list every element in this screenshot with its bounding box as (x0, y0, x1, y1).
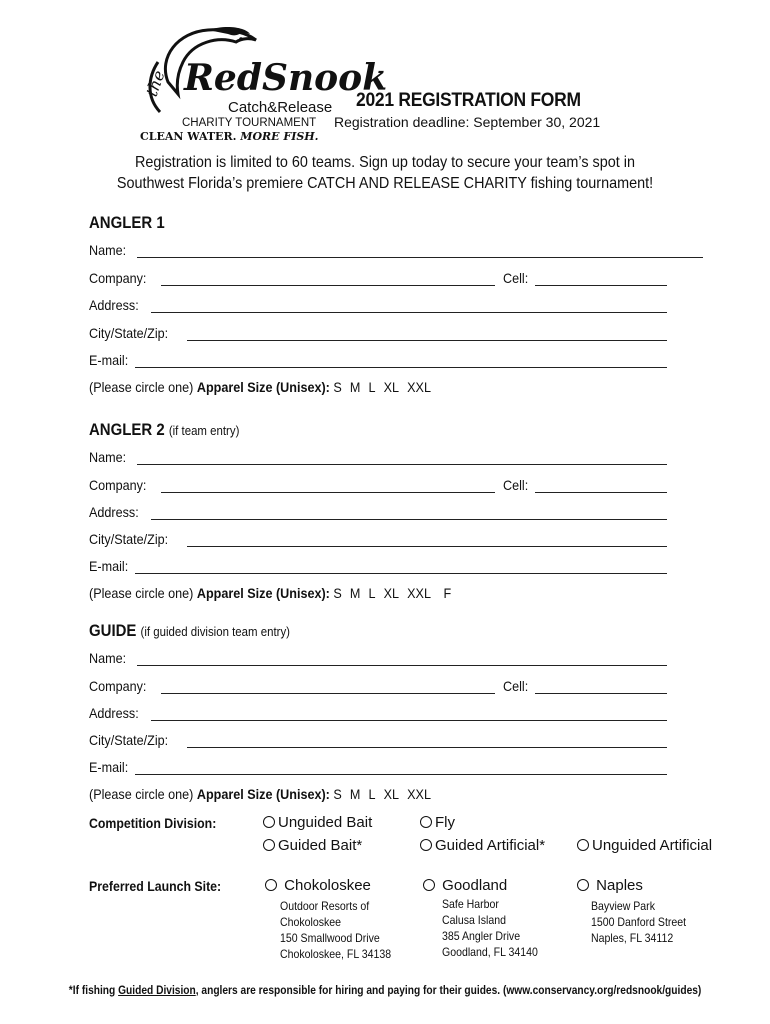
division-option-unguided-bait[interactable] (263, 814, 372, 831)
apparel-prefix: (Please circle one) (89, 786, 194, 802)
city-field[interactable] (187, 546, 667, 547)
company-field[interactable] (161, 693, 495, 694)
size-option[interactable]: XL (383, 585, 400, 601)
division-option-unguided-artificial[interactable] (577, 837, 712, 854)
email-field[interactable] (135, 774, 667, 775)
svg-text:CHARITY TOURNAMENT: CHARITY TOURNAMENT (182, 117, 317, 129)
option-label: Naples (596, 877, 643, 894)
angler1-city-row[interactable] (89, 325, 709, 345)
guide-email-row[interactable] (89, 759, 709, 779)
city-label: City/State/Zip: (89, 732, 169, 748)
section-title: ANGLER 1 (89, 213, 165, 232)
size-option[interactable]: M (349, 786, 361, 802)
section-angler-2 (89, 420, 239, 440)
apparel-prefix: (Please circle one) (89, 379, 194, 395)
radio-circle-icon[interactable] (577, 879, 589, 891)
size-option[interactable]: L (368, 786, 376, 802)
apparel-label: Apparel Size (Unisex): (196, 379, 330, 395)
preferred-launch-site-label: Preferred Launch Site: (89, 878, 222, 894)
city-label: City/State/Zip: (89, 325, 169, 341)
size-option[interactable]: S (333, 786, 342, 802)
section-title: ANGLER 2 (89, 420, 165, 439)
size-option[interactable]: XL (383, 786, 400, 802)
radio-circle-icon[interactable] (420, 839, 432, 851)
svg-text:RedSnook: RedSnook (184, 57, 388, 99)
intro-text (0, 152, 770, 194)
address-label: Address: (89, 705, 139, 721)
email-label: E-mail: (89, 558, 129, 574)
size-option[interactable]: L (368, 379, 376, 395)
apparel-label: Apparel Size (Unisex): (196, 585, 330, 601)
footnote-prefix: *If fishing (68, 983, 119, 997)
address-field[interactable] (151, 720, 667, 721)
size-option[interactable]: XXL (407, 379, 431, 395)
size-option[interactable]: XXL (407, 786, 431, 802)
company-field[interactable] (161, 492, 495, 493)
cell-field[interactable] (535, 285, 667, 286)
email-label: E-mail: (89, 352, 129, 368)
option-label: Goodland (442, 877, 508, 894)
guided-division-footnote (0, 983, 770, 997)
angler1-apparel-size (89, 379, 439, 395)
email-field[interactable] (135, 367, 667, 368)
email-label: E-mail: (89, 759, 129, 775)
svg-text:the: the (141, 67, 169, 100)
company-label: Company: (89, 678, 147, 694)
launch-option-naples[interactable] (577, 877, 643, 894)
option-label: Chokoloskee (284, 877, 371, 894)
cell-label: Cell: (503, 477, 529, 493)
address-line: 385 Angler Drive (442, 929, 521, 943)
cell-label: Cell: (503, 678, 529, 694)
size-option[interactable]: S (333, 585, 342, 601)
address-field[interactable] (151, 519, 667, 520)
chokoloskee-address (280, 898, 391, 962)
address-line: Outdoor Resorts of (280, 899, 370, 913)
section-note: (if guided division team entry) (140, 624, 290, 639)
radio-circle-icon[interactable] (577, 839, 589, 851)
city-field[interactable] (187, 747, 667, 748)
name-field[interactable] (137, 665, 667, 666)
size-option[interactable]: XXL (407, 585, 431, 601)
company-label: Company: (89, 477, 147, 493)
section-title: GUIDE (89, 621, 137, 640)
guide-name-row[interactable] (89, 650, 709, 670)
address-line: Calusa Island (442, 913, 506, 927)
tournament-logo (138, 22, 388, 144)
svg-text:CLEAN WATER. MORE FISH.: CLEAN WATER. MORE FISH. (140, 130, 319, 143)
footnote-underlined: Guided Division (118, 983, 196, 997)
snook-fish-logo-icon (138, 22, 388, 144)
city-label: City/State/Zip: (89, 531, 169, 547)
guide-apparel-size (89, 786, 439, 802)
division-option-guided-bait[interactable] (263, 837, 362, 854)
apparel-label: Apparel Size (Unisex): (196, 786, 330, 802)
registration-deadline: Registration deadline: September 30, 2021 (334, 114, 601, 130)
radio-circle-icon[interactable] (423, 879, 435, 891)
competition-division-label: Competition Division: (89, 815, 217, 831)
address-label: Address: (89, 504, 139, 520)
address-line: 150 Smallwood Drive (280, 931, 380, 945)
launch-option-goodland[interactable] (423, 877, 507, 894)
cell-field[interactable] (535, 693, 667, 694)
size-option[interactable]: M (349, 585, 361, 601)
radio-circle-icon[interactable] (420, 816, 432, 828)
cell-label: Cell: (503, 270, 529, 286)
option-label: Guided Artificial* (435, 837, 546, 854)
company-label: Company: (89, 270, 147, 286)
size-option[interactable]: M (349, 379, 361, 395)
name-field[interactable] (137, 464, 667, 465)
angler2-city-row[interactable] (89, 531, 709, 551)
address-line: Chokoloskee, FL 34138 (280, 947, 392, 961)
angler1-address-row[interactable] (89, 297, 709, 317)
option-label: Unguided Artificial (592, 837, 713, 854)
angler1-company-row[interactable] (89, 270, 709, 290)
address-line: Chokoloskee (280, 915, 342, 929)
address-line: Goodland, FL 34140 (442, 945, 538, 959)
size-option[interactable]: S (333, 379, 342, 395)
division-option-guided-artificial[interactable] (420, 837, 545, 854)
angler2-company-row[interactable] (89, 477, 709, 497)
address-line: 1500 Danford Street (591, 915, 687, 929)
company-field[interactable] (161, 285, 495, 286)
section-angler-1 (89, 213, 165, 233)
name-label: Name: (89, 650, 127, 666)
guide-company-row[interactable] (89, 678, 709, 698)
address-label: Address: (89, 297, 139, 313)
address-line: Bayview Park (591, 899, 655, 913)
angler1-name-row[interactable] (89, 242, 709, 262)
size-option[interactable]: L (368, 585, 376, 601)
guide-city-row[interactable] (89, 732, 709, 752)
option-label: Guided Bait* (278, 837, 363, 854)
name-label: Name: (89, 242, 127, 258)
angler1-email-row[interactable] (89, 352, 709, 372)
apparel-prefix: (Please circle one) (89, 585, 194, 601)
city-field[interactable] (187, 340, 667, 341)
size-option[interactable]: F (443, 585, 452, 601)
section-note: (if team entry) (168, 423, 240, 438)
launch-option-chokoloskee[interactable] (265, 877, 371, 894)
naples-address (591, 898, 686, 946)
cell-field[interactable] (535, 492, 667, 493)
footnote-suffix: , anglers are responsible for hiring and paying for their guides. (www.conservancy.org/redsnook/guides) (195, 983, 702, 997)
address-line: Safe Harbor (442, 897, 499, 911)
option-label: Unguided Bait (278, 814, 373, 831)
section-guide (89, 621, 290, 641)
radio-circle-icon[interactable] (265, 879, 277, 891)
goodland-address (442, 896, 538, 960)
intro-line-2: Southwest Florida’s premiere CATCH AND RELEASE CHARITY fishing tournament! (116, 175, 654, 192)
angler2-name-row[interactable] (89, 449, 709, 469)
address-field[interactable] (151, 312, 667, 313)
division-option-fly[interactable] (420, 814, 455, 831)
size-option[interactable]: XL (383, 379, 400, 395)
option-label: Fly (435, 814, 455, 831)
name-field[interactable] (137, 257, 703, 258)
form-title: 2021 REGISTRATION FORM (356, 90, 581, 111)
angler2-email-row[interactable] (89, 558, 709, 578)
intro-line-1: Registration is limited to 60 teams. Sign up today to secure your team’s spot in (134, 154, 635, 171)
radio-circle-icon[interactable] (263, 839, 275, 851)
svg-text:Catch&Release: Catch&Release (228, 99, 333, 116)
radio-circle-icon[interactable] (263, 816, 275, 828)
name-label: Name: (89, 449, 127, 465)
angler2-apparel-size (89, 585, 459, 601)
angler2-address-row[interactable] (89, 504, 709, 524)
address-line: Naples, FL 34112 (591, 931, 674, 945)
guide-address-row[interactable] (89, 705, 709, 725)
email-field[interactable] (135, 573, 667, 574)
